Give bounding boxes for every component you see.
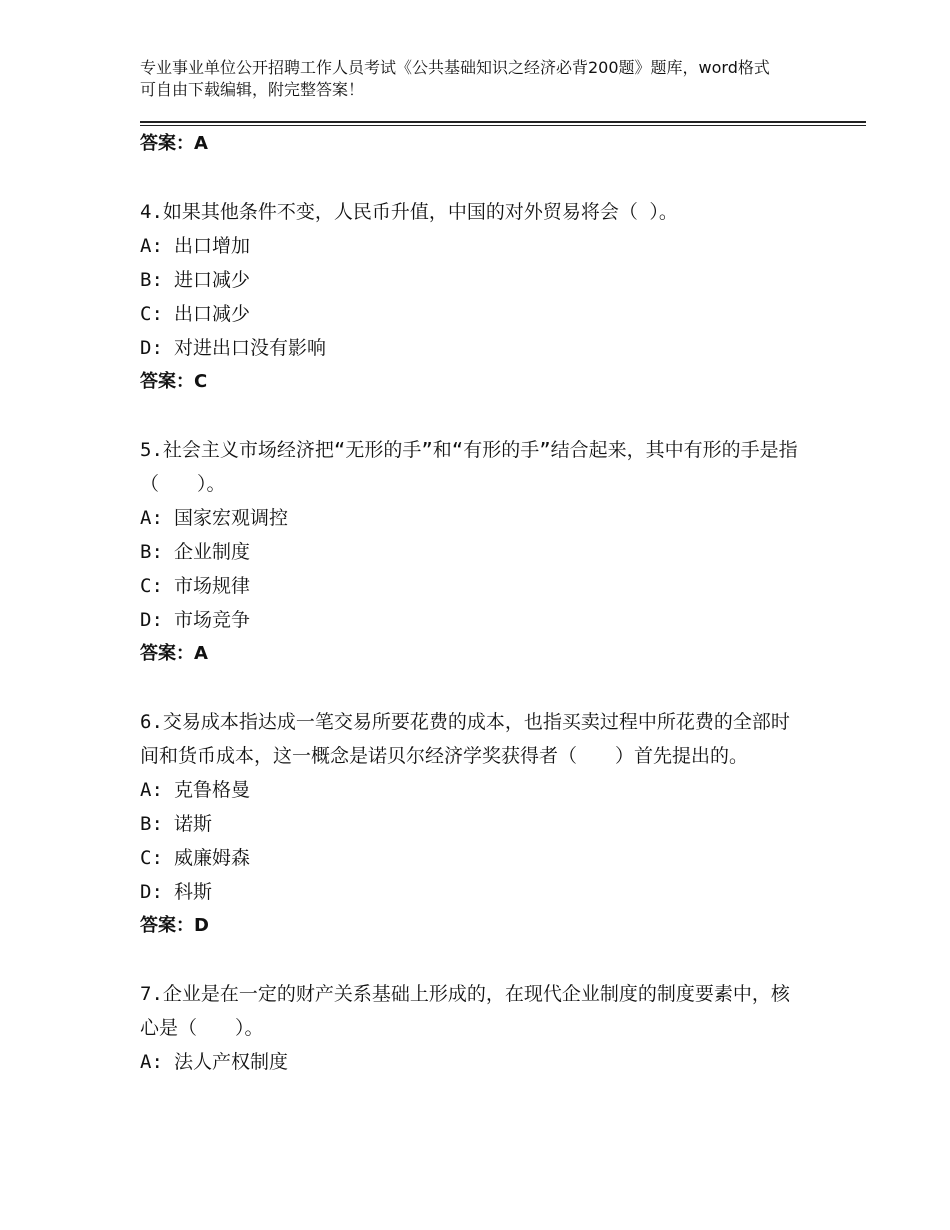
question-list	[140, 127, 800, 1079]
option-label: A:	[140, 1051, 163, 1073]
question-text: 7.企业是在一定的财产关系基础上形成的，在现代企业制度的制度要素中，核心是（ ）。	[140, 983, 790, 1039]
option-label: B:	[140, 813, 163, 835]
question-4	[140, 195, 800, 399]
option-a[interactable]	[140, 229, 800, 263]
answer-line: 答案：C	[140, 371, 208, 392]
option-c[interactable]	[140, 297, 800, 331]
option-text: 国家宏观调控	[174, 507, 289, 529]
option-label: D:	[140, 609, 163, 631]
option-text: 出口减少	[174, 303, 251, 325]
option-b[interactable]	[140, 263, 800, 297]
option-a[interactable]	[140, 1045, 800, 1079]
option-label: A:	[140, 235, 163, 257]
option-a[interactable]	[140, 501, 800, 535]
option-text: 进口减少	[174, 269, 251, 291]
option-label: B:	[140, 269, 163, 291]
answer-line: 答案：A	[140, 133, 208, 154]
option-label: C:	[140, 575, 163, 597]
option-b[interactable]	[140, 807, 800, 841]
option-c[interactable]	[140, 569, 800, 603]
option-text: 威廉姆森	[174, 847, 251, 869]
question-text: 5.社会主义市场经济把“无形的手”和“有形的手”结合起来，其中有形的手是指（ ）。	[140, 439, 798, 495]
option-text: 对进出口没有影响	[174, 337, 327, 359]
question-6	[140, 705, 800, 943]
option-text: 法人产权制度	[174, 1051, 289, 1073]
question-text: 6.交易成本指达成一笔交易所要花费的成本，也指买卖过程中所花费的全部时间和货币成本，这一概念是诺贝尔经济学奖获得者（ ）首先提出的。	[140, 711, 790, 767]
question-7	[140, 977, 800, 1079]
question-5	[140, 433, 800, 671]
option-label: D:	[140, 881, 163, 903]
option-text: 市场规律	[174, 575, 251, 597]
option-text: 克鲁格曼	[174, 779, 251, 801]
option-label: A:	[140, 507, 163, 529]
option-d[interactable]	[140, 603, 800, 637]
option-label: D:	[140, 337, 163, 359]
option-text: 科斯	[174, 881, 213, 903]
option-c[interactable]	[140, 841, 800, 875]
option-label: A:	[140, 779, 163, 801]
answer-line: 答案：D	[140, 915, 209, 936]
question-text: 4.如果其他条件不变，人民币升值，中国的对外贸易将会（ ）。	[140, 201, 678, 223]
option-text: 市场竞争	[174, 609, 251, 631]
option-label: C:	[140, 847, 163, 869]
option-text: 企业制度	[174, 541, 251, 563]
option-b[interactable]	[140, 535, 800, 569]
option-label: B:	[140, 541, 163, 563]
document-header: 专业事业单位公开招聘工作人员考试《公共基础知识之经济必背200题》题库，word格式可自由下载编辑，附完整答案！	[140, 58, 770, 99]
option-text: 出口增加	[174, 235, 251, 257]
option-d[interactable]	[140, 331, 800, 365]
answer-line: 答案：A	[140, 643, 208, 664]
header-divider-thick	[140, 121, 866, 123]
option-label: C:	[140, 303, 163, 325]
option-d[interactable]	[140, 875, 800, 909]
option-text: 诺斯	[174, 813, 213, 835]
option-a[interactable]	[140, 773, 800, 807]
header-divider-thin	[140, 125, 866, 126]
